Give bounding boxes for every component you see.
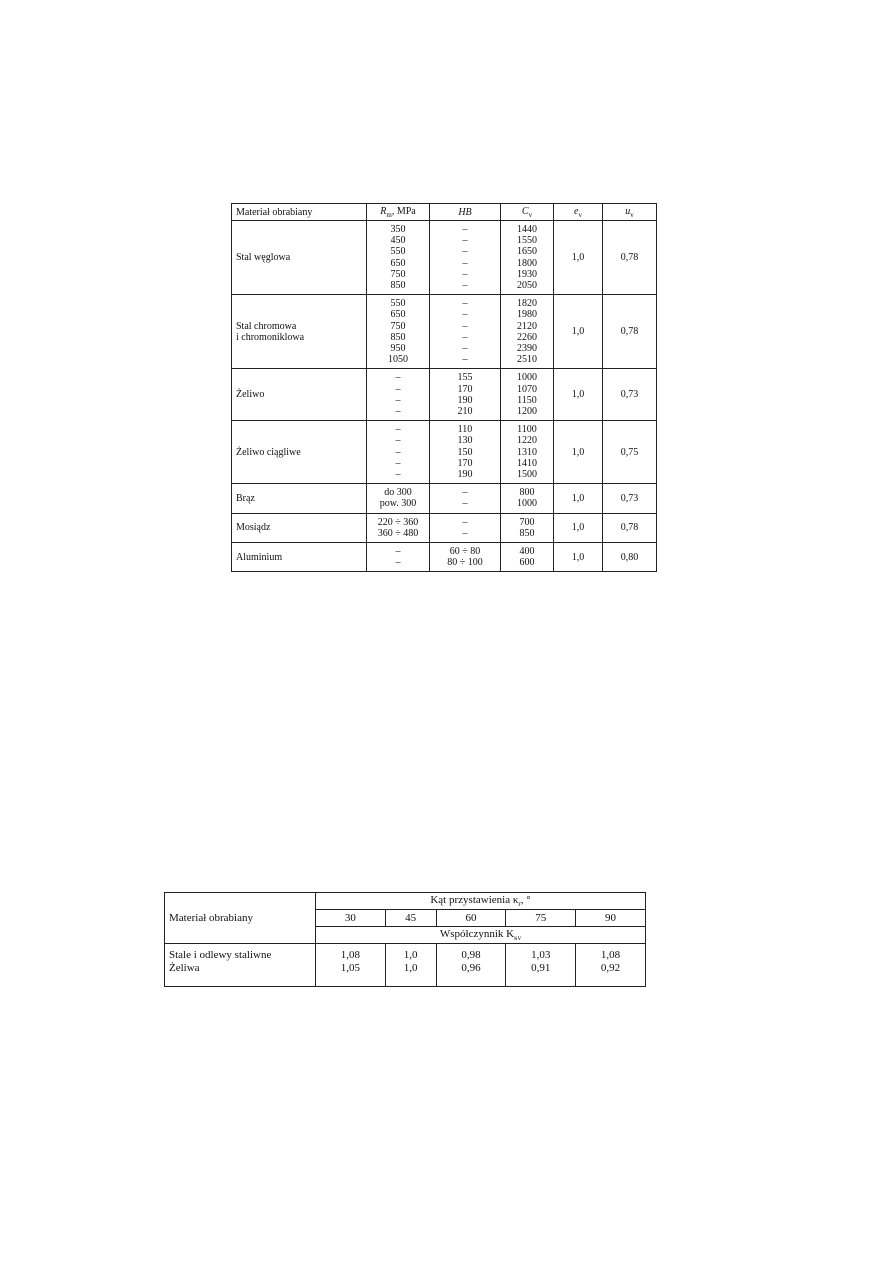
hb-cell: – – – – – – [430,221,501,295]
table-row [232,543,657,572]
table-row [165,944,646,987]
cv-cell: 700 850 [501,513,554,542]
ev-cell: 1,0 [554,513,603,542]
hb-cell: 60 ÷ 80 80 ÷ 100 [430,543,501,572]
angle-cell: 30 [316,910,386,927]
rm-cell: 350 450 550 650 750 850 [367,221,430,295]
ev-cell: 1,0 [554,369,603,421]
material-cell: Aluminium [232,543,367,572]
uv-cell: 0,73 [603,369,657,421]
value-cell: 1,0 1,0 [385,944,436,987]
hb-cell: 155 170 190 210 [430,369,501,421]
header-ev: $e_v$ [554,204,603,221]
table-row [232,221,657,295]
rm-cell: 220 ÷ 360 360 ÷ 480 [367,513,430,542]
hb-cell: – – [430,513,501,542]
cv-cell: 1100 1220 1310 1410 1500 [501,421,554,484]
material-cell: Brąz [232,484,367,513]
cutting-speed-coefficients-table [231,203,657,572]
uv-cell: 0,73 [603,484,657,513]
material-cell: Mosiądz [232,513,367,542]
header-rm: $R_m$, MPa [367,204,430,221]
material-cell: Stal węglowa [232,221,367,295]
angle-cell: 45 [385,910,436,927]
cv-cell: 1000 1070 1150 1200 [501,369,554,421]
angle-cell: 90 [576,910,646,927]
uv-cell: 0,75 [603,421,657,484]
hb-cell: – – – – – – [430,295,501,369]
table-row [232,513,657,542]
value-cell: 1,08 1,05 [316,944,386,987]
uv-cell: 0,78 [603,295,657,369]
table-row [232,421,657,484]
cv-cell: 1440 1550 1650 1800 1930 2050 [501,221,554,295]
material-cell: Stal chromowa i chromoniklowa [232,295,367,369]
cv-cell: 400 600 [501,543,554,572]
header-cv: $C_v$ [501,204,554,221]
ev-cell: 1,0 [554,295,603,369]
rm-cell: do 300 pow. 300 [367,484,430,513]
material-cell: Żeliwo [232,369,367,421]
ev-cell: 1,0 [554,221,603,295]
table-header-row [165,893,646,910]
materials-cell: Stale i odlewy staliwne Żeliwa [165,944,316,987]
header-material: Materiał obrabiany [232,204,367,221]
header-angle: Kąt przystawienia $\kappa_r$, ° [316,893,646,910]
header-hb: HB [430,204,501,221]
ev-cell: 1,0 [554,421,603,484]
uv-cell: 0,80 [603,543,657,572]
rm-cell: 550 650 750 850 950 1050 [367,295,430,369]
value-cell: 0,98 0,96 [436,944,506,987]
table-header-row [232,204,657,221]
value-cell: 1,08 0,92 [576,944,646,987]
uv-cell: 0,78 [603,221,657,295]
table-row [232,295,657,369]
value-cell: 1,03 0,91 [506,944,576,987]
cutting-angle-coefficient-table [164,892,646,987]
cv-cell: 1820 1980 2120 2260 2390 2510 [501,295,554,369]
header-uv: $u_v$ [603,204,657,221]
ev-cell: 1,0 [554,543,603,572]
table-row [232,369,657,421]
uv-cell: 0,78 [603,513,657,542]
rm-cell: – – – – [367,369,430,421]
material-cell: Żeliwo ciągliwe [232,421,367,484]
rm-cell: – – [367,543,430,572]
hb-cell: – – [430,484,501,513]
hb-cell: 110 130 150 170 190 [430,421,501,484]
rm-cell: – – – – – [367,421,430,484]
ev-cell: 1,0 [554,484,603,513]
header-coefficient: Współczynnik $K_{\kappa v}$ [316,927,646,944]
angle-cell: 60 [436,910,506,927]
header-material: Materiał obrabiany [165,893,316,944]
cv-cell: 800 1000 [501,484,554,513]
angle-cell: 75 [506,910,576,927]
table-row [232,484,657,513]
